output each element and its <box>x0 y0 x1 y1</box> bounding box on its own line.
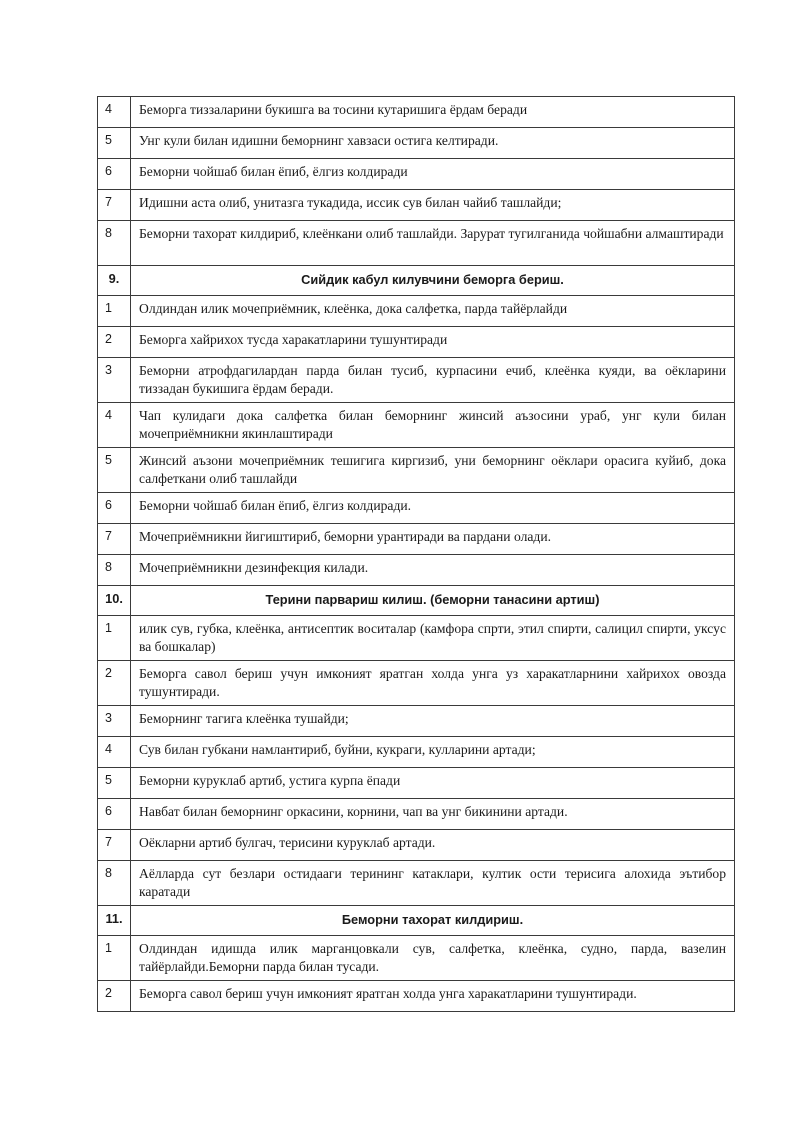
step-text: Беморни тахорат килдириб, клеёнкани олиб ташлайди. Зарурат тугилганида чойшабни алмаштиради <box>131 221 735 266</box>
step-number: 2 <box>98 327 131 358</box>
section-header-row <box>98 586 735 616</box>
step-text: Беморга савол бериш учун имконият яратган холда унга уз харакатларнини хайрихох овозда тушунтиради. <box>131 661 735 706</box>
step-row <box>98 159 735 190</box>
step-text: Беморга савол бериш учун имконият яратган холда унга харакатларини тушунтиради. <box>131 981 735 1012</box>
step-number: 7 <box>98 190 131 221</box>
step-number: 5 <box>98 448 131 493</box>
step-number: 1 <box>98 616 131 661</box>
step-row <box>98 861 735 906</box>
step-text: Чап кулидаги дока салфетка билан беморнинг жинсий аъзосини ураб, унг кули билан мочеприёмникни якинлаштиради <box>131 403 735 448</box>
step-text: Навбат билан беморнинг оркасини, корнини, чап ва унг бикинини артади. <box>131 799 735 830</box>
step-text: Сув билан губкани намлантириб, буйни, кукраги, кулларини артади; <box>131 737 735 768</box>
section-title: Сийдик кабул килувчини беморга бериш. <box>131 266 735 296</box>
step-number: 5 <box>98 128 131 159</box>
step-row <box>98 524 735 555</box>
step-row <box>98 190 735 221</box>
step-row <box>98 221 735 266</box>
step-text: Беморга хайрихох тусда харакатларини тушунтиради <box>131 327 735 358</box>
step-text: Жинсий аъзони мочеприёмник тешигига киргизиб, уни беморнинг оёклари орасига куйиб, дока салфеткани олиб ташлайди <box>131 448 735 493</box>
section-number: 11. <box>98 906 131 936</box>
step-number: 8 <box>98 861 131 906</box>
step-text: Беморнинг тагига клеёнка тушайди; <box>131 706 735 737</box>
section-title: Беморни тахорат килдириш. <box>131 906 735 936</box>
step-row <box>98 981 735 1012</box>
step-row <box>98 616 735 661</box>
section-number: 9. <box>98 266 131 296</box>
step-text: Беморни куруклаб артиб, устига курпа ёпади <box>131 768 735 799</box>
step-row <box>98 493 735 524</box>
step-number: 1 <box>98 296 131 327</box>
document-page <box>97 96 735 1012</box>
step-text: Беморни атрофдагилардан парда билан тусиб, курпасини ечиб, клеёнка куяди, ва оёкларини тиззадан букишига ёрдам беради. <box>131 358 735 403</box>
step-number: 6 <box>98 799 131 830</box>
step-number: 5 <box>98 768 131 799</box>
step-number: 2 <box>98 661 131 706</box>
step-text: Унг кули билан идишни беморнинг хавзаси остига келтиради. <box>131 128 735 159</box>
step-number: 8 <box>98 555 131 586</box>
step-row <box>98 403 735 448</box>
step-row <box>98 936 735 981</box>
step-row <box>98 555 735 586</box>
step-number: 1 <box>98 936 131 981</box>
step-text: Аёлларда сут безлари остидааги терининг катаклари, култик ости терисига алохида эътибор каратади <box>131 861 735 906</box>
step-number: 2 <box>98 981 131 1012</box>
step-row <box>98 830 735 861</box>
step-number: 8 <box>98 221 131 266</box>
section-header-row <box>98 266 735 296</box>
step-text: Идишни аста олиб, унитазга тукадида, иссик сув билан чайиб ташлайди; <box>131 190 735 221</box>
step-number: 6 <box>98 493 131 524</box>
step-text: Оёкларни артиб булгач, терисини куруклаб артади. <box>131 830 735 861</box>
step-text: Мочеприёмникни йигиштириб, беморни урантиради ва пардани олади. <box>131 524 735 555</box>
step-text: Олдиндан илик мочеприёмник, клеёнка, дока салфетка, парда тайёрлайди <box>131 296 735 327</box>
step-row <box>98 128 735 159</box>
step-number: 6 <box>98 159 131 190</box>
step-row <box>98 97 735 128</box>
section-header-row <box>98 906 735 936</box>
step-text: илик сув, губка, клеёнка, антисептик воситалар (камфора спрти, этил спирти, салицил спирти, уксус ва бошкалар) <box>131 616 735 661</box>
section-title: Терини парвариш килиш. (беморни танасини артиш) <box>131 586 735 616</box>
step-number: 7 <box>98 524 131 555</box>
step-text: Мочеприёмникни дезинфекция килади. <box>131 555 735 586</box>
step-row <box>98 358 735 403</box>
step-text: Беморга тиззаларини букишга ва тосини кутаришига ёрдам беради <box>131 97 735 128</box>
step-text: Олдиндан идишда илик марганцовкали сув, салфетка, клеёнка, судно, парда, вазелин тайёрлайди.Беморни парда билан тусади. <box>131 936 735 981</box>
step-number: 4 <box>98 403 131 448</box>
step-number: 3 <box>98 358 131 403</box>
step-row <box>98 799 735 830</box>
step-row <box>98 768 735 799</box>
step-row <box>98 661 735 706</box>
step-row <box>98 448 735 493</box>
step-row <box>98 296 735 327</box>
step-row <box>98 327 735 358</box>
step-number: 7 <box>98 830 131 861</box>
step-number: 4 <box>98 97 131 128</box>
step-row <box>98 706 735 737</box>
step-number: 4 <box>98 737 131 768</box>
procedure-steps-table <box>97 96 735 1012</box>
step-text: Беморни чойшаб билан ёпиб, ёлгиз колдиради. <box>131 493 735 524</box>
step-text: Беморни чойшаб билан ёпиб, ёлгиз колдиради <box>131 159 735 190</box>
step-row <box>98 737 735 768</box>
section-number: 10. <box>98 586 131 616</box>
step-number: 3 <box>98 706 131 737</box>
